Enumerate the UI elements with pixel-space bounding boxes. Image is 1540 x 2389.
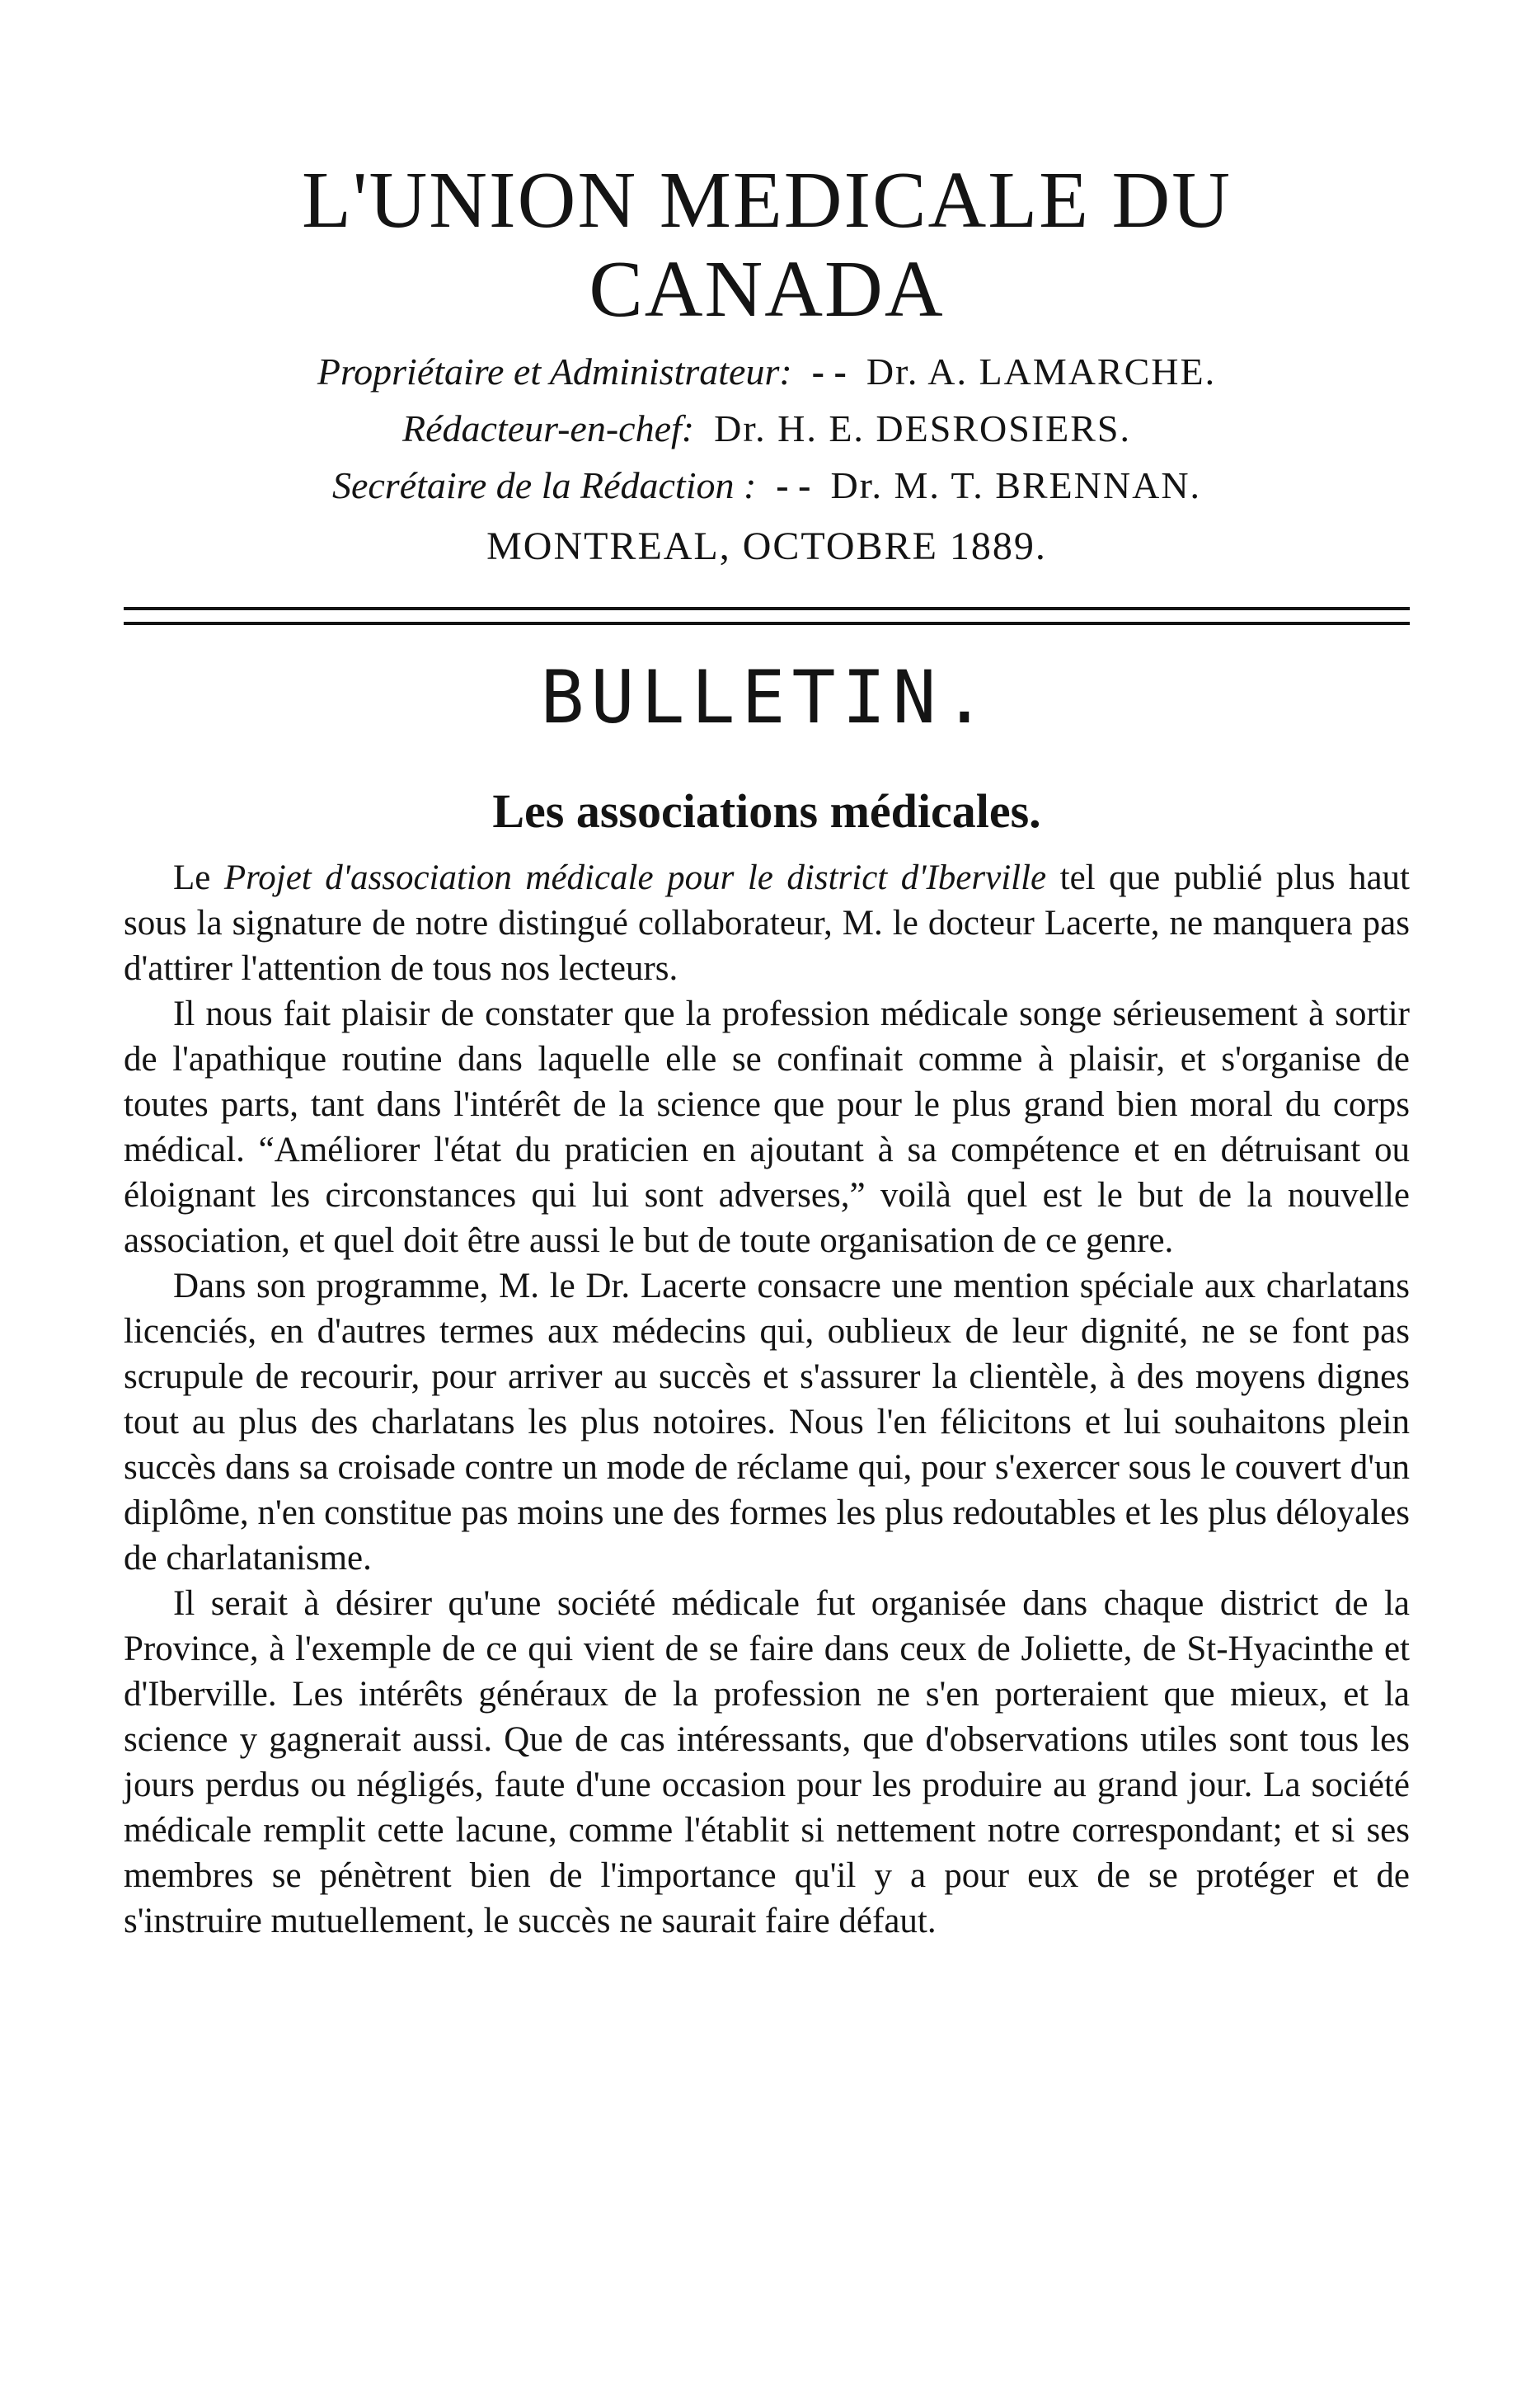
staff-role: Secrétaire de la Rédaction : [331,463,757,506]
staff-dashes: - - [776,463,811,506]
staff-role: Propriétaire et Administrateur: [317,350,792,393]
staff-row-redacteur [124,400,1410,457]
journal-title: L'UNION MEDICALE DU CANADA [301,156,1232,334]
staff-role: Rédacteur-en-chef: [402,407,695,449]
staff-row-secretaire [124,457,1410,514]
project-title: Projet d'association médicale pour le district d'Iberville [223,858,1047,898]
staff-list [124,343,1410,514]
article-title: Les associations médicales. [492,784,1041,839]
staff-row-proprietaire [124,343,1410,400]
document-page [124,124,1410,1944]
section-title: BULLETIN. [540,654,993,740]
staff-name: Dr. A. LAMARCHE. [866,350,1217,393]
paragraph-2: Il nous fait plaisir de constater que la profession médicale songe sérieusement à sortir de l'apathique routine dans laquelle elle se confinait comme à plaisir, et s'organise de toutes parts, tant dans l'intérêt de la science que pour le plus grand bien moral du corps médical. “Améliorer l'état du praticien en ajoutant à sa compétence et en détruisant ou éloignant les circonstances qui lui sont adverses,” voilà quel est le but de la nouvelle association, et quel doit être aussi le but de toute organisation de ce genre. [124,995,1410,1261]
double-rule-divider [124,607,1410,625]
paragraph-4: Il serait à désirer qu'une société médicale fut organisée dans chaque district de la Province, à l'exemple de ce qui vient de se faire dans ceux de Joliette, de St-Hyacinthe et d'Iberville. Les intérêts généraux de la profession ne s'en porteraient que mieux, et la science y gagnerait aussi. Que de cas intéressants, que d'observations utiles sont tous les jours perdus ou négligés, faute d'une occasion pour les produire au grand jour. La société médicale remplit cette lacune, comme l'établit si nettement notre correspondant; et si ses membres se pénètrent bien de l'importance qu'il y a pour eux de se protéger et de s'instruire mutuellement, le succès ne saurait faire défaut. [124,1584,1410,1941]
paragraph-3: Dans son programme, M. le Dr. Lacerte consacre une mention spéciale aux charlatans licenciés, en d'autres termes aux médecins qui, oublieux de leur dignité, ne se font pas scrupule de recourir, pour arriver au succès et s'assurer la clientèle, à des moyens dignes tout au plus des charlatans les plus notoires. Nous l'en félicitons et lui souhaitons plein succès dans sa croisade contre un mode de réclame qui, pour s'exercer sous le couvert d'un diplôme, n'en constitue pas moins une des formes les plus redoutables et les plus déloyales de charlatanisme. [124,1267,1410,1578]
paragraph-1 [124,855,1410,991]
article-body [124,855,1410,1944]
paragraph-1-rest: tel que publié plus haut sous la signature de notre distingué collaborateur, M. le docteur Lacerte, ne manquera pas d'attirer l'attention de tous nos lecteurs. [124,858,1410,989]
staff-dashes: - - [811,350,847,393]
paragraph-1-start: Le [173,858,224,898]
staff-name: Dr. H. E. DESROSIERS. [714,407,1131,449]
dateline: MONTREAL, OCTOBRE 1889. [486,524,1047,568]
staff-name: Dr. M. T. BRENNAN. [830,463,1202,506]
